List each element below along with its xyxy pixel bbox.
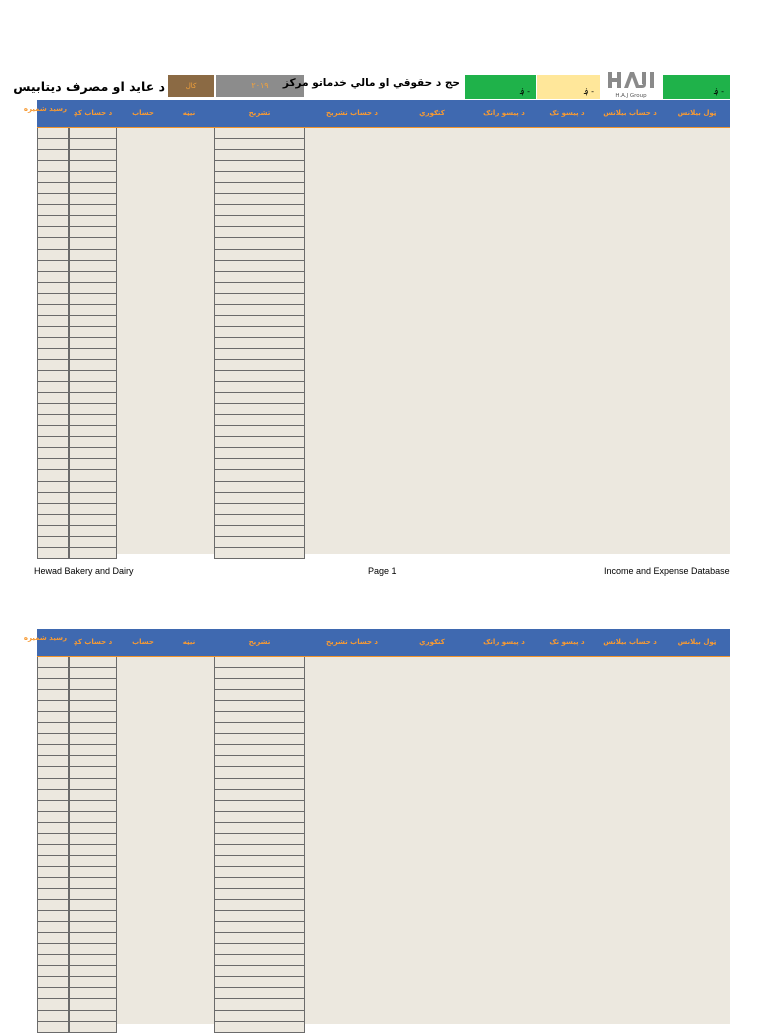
table-cell[interactable] <box>214 922 305 933</box>
table-cell[interactable] <box>37 128 69 139</box>
table-cell[interactable] <box>214 227 305 238</box>
table-cell[interactable] <box>37 834 69 845</box>
table-cell[interactable] <box>37 360 69 371</box>
table-cell[interactable] <box>214 482 305 493</box>
table-cell[interactable] <box>37 305 69 316</box>
table-cell[interactable] <box>37 690 69 701</box>
table-cell[interactable] <box>37 238 69 249</box>
table-cell[interactable] <box>37 272 69 283</box>
table-body-page2 <box>37 657 730 1024</box>
table-cell[interactable] <box>37 756 69 767</box>
table-cell[interactable] <box>37 283 69 294</box>
receipt-column-cells[interactable] <box>37 657 69 1033</box>
table-cell[interactable] <box>37 955 69 966</box>
table-cell[interactable] <box>214 1022 305 1033</box>
table-cell[interactable] <box>214 172 305 183</box>
table-cell[interactable] <box>214 734 305 745</box>
table-cell[interactable] <box>214 183 305 194</box>
svg-text:H.A.J Group: H.A.J Group <box>615 93 647 99</box>
col-account-code[interactable]: د حساب کډ <box>73 638 113 646</box>
table-cell[interactable] <box>37 150 69 161</box>
table-cell[interactable] <box>69 999 117 1010</box>
table-cell[interactable] <box>69 889 117 900</box>
table-cell[interactable] <box>37 437 69 448</box>
table-cell[interactable] <box>214 305 305 316</box>
table-cell[interactable] <box>214 349 305 360</box>
table-cell[interactable] <box>214 690 305 701</box>
table-cell[interactable] <box>69 834 117 845</box>
table-cell[interactable] <box>37 679 69 690</box>
table-cell[interactable] <box>69 790 117 801</box>
table-cell[interactable] <box>214 526 305 537</box>
table-cell[interactable] <box>214 393 305 404</box>
table-cell[interactable] <box>214 834 305 845</box>
table-cell[interactable] <box>37 734 69 745</box>
table-cell[interactable] <box>37 493 69 504</box>
table-cell[interactable] <box>214 779 305 790</box>
table-cell[interactable] <box>214 194 305 205</box>
table-cell[interactable] <box>214 504 305 515</box>
table-cell[interactable] <box>69 723 117 734</box>
table-cell[interactable] <box>69 150 117 161</box>
table-cell[interactable] <box>214 657 305 668</box>
table-cell[interactable] <box>69 238 117 249</box>
table-cell[interactable] <box>214 701 305 712</box>
table-cell[interactable] <box>37 911 69 922</box>
col-cash-in[interactable]: د پیسو راتګ <box>483 109 525 117</box>
table-cell[interactable] <box>214 911 305 922</box>
table-cell[interactable] <box>69 537 117 548</box>
table-cell[interactable] <box>37 404 69 415</box>
table-cell[interactable] <box>214 360 305 371</box>
description-column-cells[interactable] <box>214 128 305 559</box>
table-cell[interactable] <box>214 426 305 437</box>
table-cell[interactable] <box>69 493 117 504</box>
table-cell[interactable] <box>69 139 117 150</box>
col-account[interactable]: حساب <box>132 638 154 646</box>
table-cell[interactable] <box>37 161 69 172</box>
table-cell[interactable] <box>214 283 305 294</box>
table-cell[interactable] <box>214 238 305 249</box>
table-cell[interactable] <box>37 261 69 272</box>
table-cell[interactable] <box>69 657 117 668</box>
table-cell[interactable] <box>37 889 69 900</box>
table-cell[interactable] <box>214 756 305 767</box>
table-cell[interactable] <box>214 801 305 812</box>
table-cell[interactable] <box>214 404 305 415</box>
table-cell[interactable] <box>37 426 69 437</box>
table-cell[interactable] <box>69 878 117 889</box>
footer-page-number: Page 1 <box>368 566 397 576</box>
table-cell[interactable] <box>69 526 117 537</box>
table-cell[interactable] <box>69 734 117 745</box>
col-account-balance[interactable]: د حساب بیلانس <box>603 109 657 117</box>
table-cell[interactable] <box>37 227 69 238</box>
table-cell[interactable] <box>214 261 305 272</box>
table-cell[interactable] <box>69 679 117 690</box>
table-cell[interactable] <box>69 327 117 338</box>
table-cell[interactable] <box>37 316 69 327</box>
table-cell[interactable] <box>37 1011 69 1022</box>
table-cell[interactable] <box>69 227 117 238</box>
table-cell[interactable] <box>37 371 69 382</box>
table-cell[interactable] <box>69 515 117 526</box>
table-cell[interactable] <box>214 1011 305 1022</box>
table-cell[interactable] <box>214 977 305 988</box>
table-cell[interactable] <box>214 790 305 801</box>
table-cell[interactable] <box>37 139 69 150</box>
table-cell[interactable] <box>214 933 305 944</box>
table-cell[interactable] <box>69 426 117 437</box>
table-cell[interactable] <box>69 128 117 139</box>
table-cell[interactable] <box>214 745 305 756</box>
account-code-column-cells[interactable] <box>69 128 117 559</box>
table-cell[interactable] <box>214 537 305 548</box>
table-cell[interactable] <box>37 712 69 723</box>
table-cell[interactable] <box>214 250 305 261</box>
table-cell[interactable] <box>214 900 305 911</box>
col-account-balance[interactable]: د حساب بیلانس <box>603 638 657 646</box>
table-cell[interactable] <box>69 161 117 172</box>
table-cell[interactable] <box>69 216 117 227</box>
table-cell[interactable] <box>214 867 305 878</box>
table-cell[interactable] <box>214 216 305 227</box>
table-cell[interactable] <box>69 261 117 272</box>
table-cell[interactable] <box>37 944 69 955</box>
table-cell[interactable] <box>37 977 69 988</box>
table-cell[interactable] <box>69 415 117 426</box>
col-receipt-number[interactable]: رسید شمیره <box>23 105 67 113</box>
table-cell[interactable] <box>214 128 305 139</box>
organization-title: حج د حقوقي او مالي خدماتو مرکز <box>282 77 460 89</box>
table-cell[interactable] <box>37 900 69 911</box>
table-cell[interactable] <box>214 205 305 216</box>
table-cell[interactable] <box>69 305 117 316</box>
table-cell[interactable] <box>69 701 117 712</box>
table-cell[interactable] <box>69 183 117 194</box>
table-cell[interactable] <box>37 668 69 679</box>
table-cell[interactable] <box>69 668 117 679</box>
table-cell[interactable] <box>214 944 305 955</box>
table-cell[interactable] <box>69 933 117 944</box>
table-cell[interactable] <box>37 922 69 933</box>
table-cell[interactable] <box>69 205 117 216</box>
table-cell[interactable] <box>69 966 117 977</box>
table-cell[interactable] <box>69 283 117 294</box>
table-cell[interactable] <box>69 504 117 515</box>
table-cell[interactable] <box>69 911 117 922</box>
table-cell[interactable] <box>214 823 305 834</box>
table-cell[interactable] <box>37 966 69 977</box>
col-date[interactable]: نیټه <box>182 638 196 646</box>
table-cell[interactable] <box>69 459 117 470</box>
table-cell[interactable] <box>69 845 117 856</box>
table-cell[interactable] <box>69 823 117 834</box>
table-header-page1 <box>23 100 730 129</box>
table-cell[interactable] <box>37 845 69 856</box>
table-cell[interactable] <box>69 294 117 305</box>
table-cell[interactable] <box>37 701 69 712</box>
col-category[interactable]: کتګوري <box>419 109 445 117</box>
table-cell[interactable] <box>69 955 117 966</box>
table-cell[interactable] <box>37 515 69 526</box>
table-cell[interactable] <box>214 338 305 349</box>
table-body-page1 <box>37 128 730 554</box>
table-cell[interactable] <box>37 723 69 734</box>
table-cell[interactable] <box>214 856 305 867</box>
table-cell[interactable] <box>214 723 305 734</box>
col-account-description[interactable]: د حساب تشریح <box>325 109 379 117</box>
col-cash-out[interactable]: د پیسو تګ <box>549 109 585 117</box>
table-cell[interactable] <box>69 360 117 371</box>
table-cell[interactable] <box>37 867 69 878</box>
table-cell[interactable] <box>37 779 69 790</box>
table-cell[interactable] <box>214 448 305 459</box>
col-account-description[interactable]: د حساب تشریح <box>325 638 379 646</box>
table-cell[interactable] <box>214 415 305 426</box>
col-cash-out[interactable]: د پیسو تګ <box>549 638 585 646</box>
table-cell[interactable] <box>214 150 305 161</box>
table-cell[interactable] <box>37 294 69 305</box>
table-cell[interactable] <box>37 790 69 801</box>
table-cell[interactable] <box>37 448 69 459</box>
table-cell[interactable] <box>214 767 305 778</box>
table-cell[interactable] <box>214 371 305 382</box>
table-cell[interactable] <box>69 856 117 867</box>
account-code-column-cells[interactable] <box>69 657 117 1033</box>
table-cell[interactable] <box>69 812 117 823</box>
table-cell[interactable] <box>69 437 117 448</box>
table-cell[interactable] <box>214 382 305 393</box>
table-cell[interactable] <box>214 988 305 999</box>
table-cell[interactable] <box>69 404 117 415</box>
table-cell[interactable] <box>69 977 117 988</box>
table-cell[interactable] <box>37 999 69 1010</box>
table-cell[interactable] <box>214 999 305 1010</box>
table-cell[interactable] <box>69 172 117 183</box>
table-cell[interactable] <box>214 679 305 690</box>
table-cell[interactable] <box>214 470 305 481</box>
col-account[interactable]: حساب <box>132 109 154 117</box>
table-cell[interactable] <box>69 756 117 767</box>
table-cell[interactable] <box>37 250 69 261</box>
table-cell[interactable] <box>69 371 117 382</box>
table-cell[interactable] <box>69 801 117 812</box>
col-category[interactable]: کتګوري <box>419 638 445 646</box>
col-description[interactable]: تشریح <box>248 109 271 117</box>
table-cell[interactable] <box>214 272 305 283</box>
table-cell[interactable] <box>214 515 305 526</box>
table-cell[interactable] <box>37 393 69 404</box>
table-cell[interactable] <box>37 657 69 668</box>
table-cell[interactable] <box>214 878 305 889</box>
col-total-balance[interactable]: ټول بیلانس <box>677 109 717 117</box>
table-cell[interactable] <box>69 272 117 283</box>
col-date[interactable]: نیټه <box>182 109 196 117</box>
table-cell[interactable] <box>37 349 69 360</box>
table-cell[interactable] <box>37 415 69 426</box>
table-cell[interactable] <box>214 161 305 172</box>
table-cell[interactable] <box>37 194 69 205</box>
table-cell[interactable] <box>69 1011 117 1022</box>
col-cash-in[interactable]: د پیسو راتګ <box>483 638 525 646</box>
table-cell[interactable] <box>37 183 69 194</box>
table-cell[interactable] <box>214 668 305 679</box>
description-column-cells[interactable] <box>214 657 305 1033</box>
table-cell[interactable] <box>37 459 69 470</box>
table-cell[interactable] <box>214 845 305 856</box>
table-cell[interactable] <box>69 338 117 349</box>
table-cell[interactable] <box>37 537 69 548</box>
table-cell[interactable] <box>69 194 117 205</box>
table-cell[interactable] <box>37 801 69 812</box>
year-label: کال <box>168 75 214 97</box>
table-cell[interactable] <box>214 712 305 723</box>
col-receipt-number[interactable]: رسید شمیره <box>23 634 67 642</box>
table-cell[interactable] <box>69 382 117 393</box>
table-cell[interactable] <box>37 856 69 867</box>
table-cell[interactable] <box>69 470 117 481</box>
table-cell[interactable] <box>214 493 305 504</box>
table-cell[interactable] <box>69 922 117 933</box>
table-cell[interactable] <box>37 470 69 481</box>
table-cell[interactable] <box>69 712 117 723</box>
table-cell[interactable] <box>69 867 117 878</box>
table-cell[interactable] <box>37 933 69 944</box>
cash-in-total: ؋ - <box>465 75 536 99</box>
table-cell[interactable] <box>37 878 69 889</box>
table-cell[interactable] <box>37 526 69 537</box>
table-cell[interactable] <box>69 745 117 756</box>
total-balance-box: ؋ - <box>663 75 730 99</box>
table-cell[interactable] <box>37 823 69 834</box>
table-cell[interactable] <box>69 988 117 999</box>
table-cell[interactable] <box>69 482 117 493</box>
table-cell[interactable] <box>214 889 305 900</box>
col-total-balance[interactable]: ټول بیلانس <box>677 638 717 646</box>
footer-company: Hewad Bakery and Dairy <box>34 566 134 576</box>
table-cell[interactable] <box>69 690 117 701</box>
table-cell[interactable] <box>37 767 69 778</box>
table-cell[interactable] <box>69 448 117 459</box>
col-description[interactable]: تشریح <box>248 638 271 646</box>
table-cell[interactable] <box>214 955 305 966</box>
table-cell[interactable] <box>214 316 305 327</box>
table-cell[interactable] <box>69 779 117 790</box>
year-value[interactable]: ۲۰۱۹ <box>216 75 304 97</box>
table-cell[interactable] <box>69 250 117 261</box>
table-cell[interactable] <box>37 482 69 493</box>
table-cell[interactable] <box>214 812 305 823</box>
table-cell[interactable] <box>69 316 117 327</box>
table-cell[interactable] <box>69 548 117 559</box>
table-cell[interactable] <box>37 1022 69 1033</box>
table-cell[interactable] <box>214 327 305 338</box>
table-cell[interactable] <box>69 393 117 404</box>
table-cell[interactable] <box>69 944 117 955</box>
table-cell[interactable] <box>214 966 305 977</box>
company-logo <box>602 70 660 99</box>
table-cell[interactable] <box>37 504 69 515</box>
table-cell[interactable] <box>69 1022 117 1033</box>
table-cell[interactable] <box>37 812 69 823</box>
table-cell[interactable] <box>37 745 69 756</box>
table-cell[interactable] <box>69 900 117 911</box>
table-cell[interactable] <box>214 548 305 559</box>
footer-report-title: Income and Expense Database <box>604 566 730 576</box>
table-cell[interactable] <box>69 349 117 360</box>
table-cell[interactable] <box>37 548 69 559</box>
table-cell[interactable] <box>37 172 69 183</box>
table-cell[interactable] <box>37 216 69 227</box>
col-account-code[interactable]: د حساب کډ <box>73 109 113 117</box>
table-cell[interactable] <box>214 459 305 470</box>
table-cell[interactable] <box>69 767 117 778</box>
database-title: د عاید او مصرف دیتابیس <box>13 79 165 94</box>
table-cell[interactable] <box>37 382 69 393</box>
table-header-page2 <box>23 629 730 658</box>
table-cell[interactable] <box>214 294 305 305</box>
table-cell[interactable] <box>37 327 69 338</box>
table-cell[interactable] <box>214 437 305 448</box>
cash-out-total: ؋ - <box>537 75 600 99</box>
table-cell[interactable] <box>37 338 69 349</box>
receipt-column-cells[interactable] <box>37 128 69 559</box>
table-cell[interactable] <box>37 988 69 999</box>
table-cell[interactable] <box>37 205 69 216</box>
table-cell[interactable] <box>214 139 305 150</box>
